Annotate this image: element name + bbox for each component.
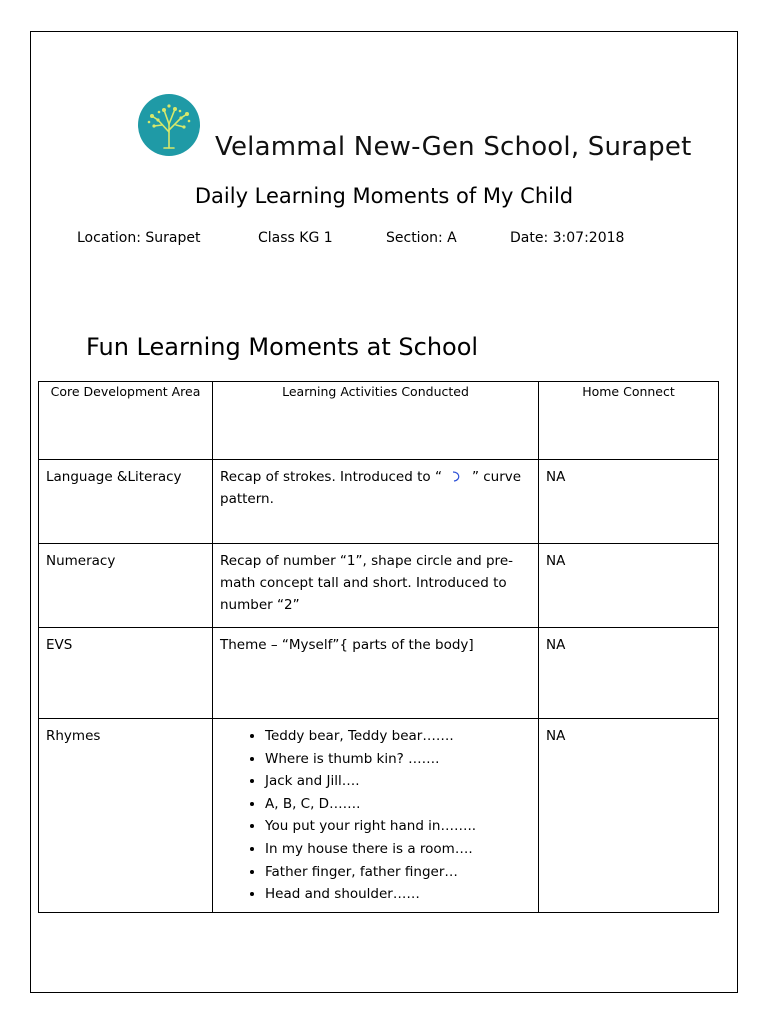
area-cell: Numeracy — [39, 544, 213, 628]
activity-cell — [213, 719, 539, 913]
home-connect-cell: NA — [539, 719, 719, 913]
home-connect-cell: NA — [539, 628, 719, 719]
activity-text: ” curve pattern. — [220, 469, 522, 507]
activity-cell — [213, 460, 539, 544]
curve-stroke-icon — [442, 466, 472, 488]
class-label: Class KG 1 — [258, 230, 333, 246]
date-label: Date: 3:07:2018 — [510, 230, 625, 246]
home-connect-cell: NA — [539, 460, 719, 544]
list-item: • Head and shoulder…… — [265, 883, 531, 906]
tree-logo-icon — [138, 94, 200, 156]
table-row — [39, 628, 719, 719]
rhymes-list — [220, 725, 531, 906]
activity-cell: Theme – “Myself”{ parts of the body] — [213, 628, 539, 719]
column-header-area: Core Development Area — [39, 382, 213, 460]
column-header-home-connect: Home Connect — [539, 382, 719, 460]
list-item: • You put your right hand in…….. — [265, 815, 531, 838]
section-heading: Fun Learning Moments at School — [86, 333, 479, 361]
area-cell: Language &Literacy — [39, 460, 213, 544]
home-connect-cell: NA — [539, 544, 719, 628]
section-label: Section: A — [386, 230, 457, 246]
list-item: • A, B, C, D……. — [265, 793, 531, 816]
list-item: • Teddy bear, Teddy bear……. — [265, 725, 531, 748]
table-row — [39, 460, 719, 544]
learning-activities-table — [38, 381, 719, 913]
location-label: Location: Surapet — [77, 230, 201, 246]
area-cell: Rhymes — [39, 719, 213, 913]
activity-cell: Recap of number “1”, shape circle and pre-math concept tall and short. Introduced to number “2” — [213, 544, 539, 628]
school-name: Velammal New-Gen School, Surapet — [215, 132, 692, 162]
table-row — [39, 544, 719, 628]
document-title: Daily Learning Moments of My Child — [194, 184, 574, 208]
list-item: • Where is thumb kin? ……. — [265, 748, 531, 771]
list-item: • Jack and Jill…. — [265, 770, 531, 793]
table-row — [39, 719, 719, 913]
column-header-activities: Learning Activities Conducted — [213, 382, 539, 460]
list-item: • Father finger, father finger… — [265, 861, 531, 884]
table-header-row — [39, 382, 719, 460]
list-item: • In my house there is a room…. — [265, 838, 531, 861]
activity-text: Recap of strokes. Introduced to “ — [220, 469, 442, 485]
area-cell: EVS — [39, 628, 213, 719]
